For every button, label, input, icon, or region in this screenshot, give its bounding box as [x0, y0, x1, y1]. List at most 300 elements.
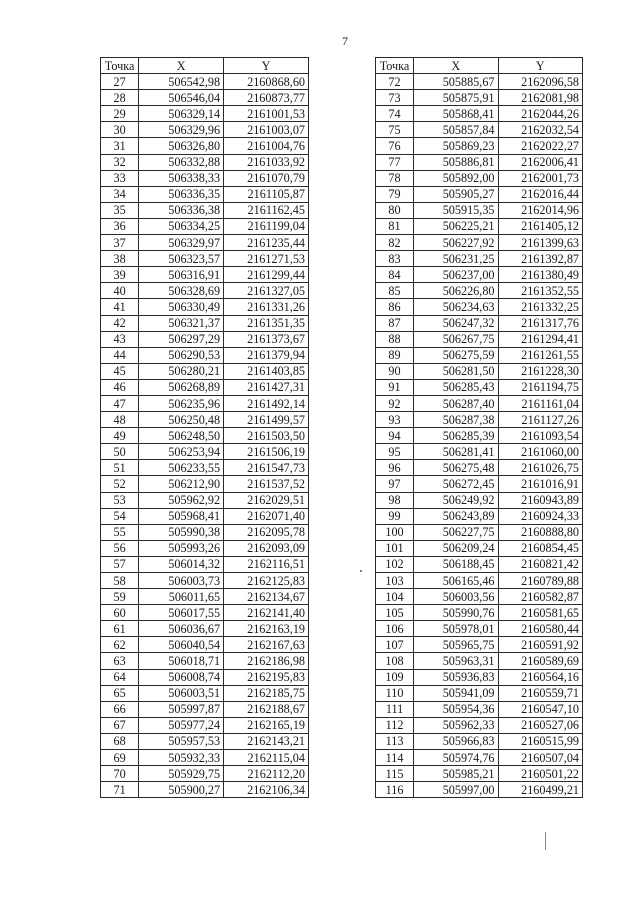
point-number-cell: 39: [101, 267, 139, 283]
y-coordinate-cell: 2161351,35: [224, 315, 309, 331]
y-coordinate-cell: 2162116,51: [224, 556, 309, 572]
y-coordinate-cell: 2162167,63: [224, 637, 309, 653]
x-coordinate-cell: 505915,35: [414, 202, 498, 218]
y-coordinate-cell: 2161003,07: [224, 122, 309, 138]
point-number-cell: 77: [376, 154, 414, 170]
x-coordinate-cell: 506281,41: [414, 444, 498, 460]
y-coordinate-cell: 2162044,26: [498, 106, 583, 122]
y-coordinate-cell: 2160873,77: [224, 90, 309, 106]
x-coordinate-cell: 505985,21: [414, 766, 498, 782]
y-coordinate-cell: 2161093,54: [498, 428, 583, 444]
table-row: [101, 395, 309, 411]
table-row: [376, 508, 583, 524]
point-number-cell: 57: [101, 556, 139, 572]
point-number-cell: 54: [101, 508, 139, 524]
x-coordinate-cell: 506334,25: [139, 218, 224, 234]
point-number-cell: 36: [101, 218, 139, 234]
y-coordinate-cell: 2161399,63: [498, 235, 583, 251]
table-row: [101, 669, 309, 685]
y-coordinate-cell: 2161026,75: [498, 460, 583, 476]
y-coordinate-cell: 2161016,91: [498, 476, 583, 492]
y-coordinate-cell: 2160527,06: [498, 717, 583, 733]
x-coordinate-cell: 505905,27: [414, 186, 498, 202]
y-coordinate-cell: 2162115,04: [224, 750, 309, 766]
point-number-cell: 55: [101, 524, 139, 540]
x-coordinate-cell: 505978,01: [414, 621, 498, 637]
y-coordinate-cell: 2162195,83: [224, 669, 309, 685]
point-number-cell: 79: [376, 186, 414, 202]
x-coordinate-cell: 506247,32: [414, 315, 498, 331]
table-row: [101, 186, 309, 202]
x-coordinate-cell: 506249,92: [414, 492, 498, 508]
table-row: [101, 299, 309, 315]
point-number-cell: 105: [376, 605, 414, 621]
y-coordinate-cell: 2162095,78: [224, 524, 309, 540]
table-row: [101, 556, 309, 572]
x-coordinate-cell: 505941,09: [414, 685, 498, 701]
point-number-cell: 99: [376, 508, 414, 524]
point-number-cell: 34: [101, 186, 139, 202]
point-number-cell: 61: [101, 621, 139, 637]
table-row: [376, 267, 583, 283]
x-coordinate-cell: 506235,96: [139, 395, 224, 411]
column-header-x: X: [139, 58, 224, 74]
x-coordinate-cell: 506275,48: [414, 460, 498, 476]
x-coordinate-cell: 505962,92: [139, 492, 224, 508]
y-coordinate-cell: 2160888,80: [498, 524, 583, 540]
table-row: [376, 685, 583, 701]
point-number-cell: 81: [376, 218, 414, 234]
x-coordinate-cell: 506003,73: [139, 573, 224, 589]
point-number-cell: 74: [376, 106, 414, 122]
table-row: [376, 395, 583, 411]
table-row: [101, 685, 309, 701]
table-row: [101, 476, 309, 492]
y-coordinate-cell: 2160582,87: [498, 589, 583, 605]
table-row: [101, 428, 309, 444]
x-coordinate-cell: 506297,29: [139, 331, 224, 347]
x-coordinate-cell: 506018,71: [139, 653, 224, 669]
x-coordinate-cell: 506272,45: [414, 476, 498, 492]
point-number-cell: 66: [101, 701, 139, 717]
y-coordinate-cell: 2162112,20: [224, 766, 309, 782]
point-number-cell: 84: [376, 267, 414, 283]
table-row: [376, 106, 583, 122]
point-number-cell: 93: [376, 412, 414, 428]
x-coordinate-cell: 506330,49: [139, 299, 224, 315]
point-number-cell: 50: [101, 444, 139, 460]
table-row: [376, 186, 583, 202]
table-row: [376, 589, 583, 605]
y-coordinate-cell: 2162165,19: [224, 717, 309, 733]
y-coordinate-cell: 2161547,73: [224, 460, 309, 476]
table-row: [376, 476, 583, 492]
point-number-cell: 108: [376, 653, 414, 669]
y-coordinate-cell: 2161492,14: [224, 395, 309, 411]
y-coordinate-cell: 2160499,21: [498, 782, 583, 798]
point-number-cell: 58: [101, 573, 139, 589]
table-row: [376, 444, 583, 460]
column-header-point: Точка: [101, 58, 139, 74]
x-coordinate-cell: 506280,21: [139, 363, 224, 379]
point-number-cell: 104: [376, 589, 414, 605]
point-number-cell: 47: [101, 395, 139, 411]
table-row: [101, 717, 309, 733]
table-row: [376, 492, 583, 508]
x-coordinate-cell: 506243,89: [414, 508, 498, 524]
y-coordinate-cell: 2160581,65: [498, 605, 583, 621]
x-coordinate-cell: 506233,55: [139, 460, 224, 476]
y-coordinate-cell: 2161271,53: [224, 251, 309, 267]
point-number-cell: 33: [101, 170, 139, 186]
x-coordinate-cell: 506287,40: [414, 395, 498, 411]
table-row: [376, 540, 583, 556]
x-coordinate-cell: 505875,91: [414, 90, 498, 106]
point-number-cell: 96: [376, 460, 414, 476]
y-coordinate-cell: 2160564,16: [498, 669, 583, 685]
x-coordinate-cell: 506336,35: [139, 186, 224, 202]
table-row: [101, 154, 309, 170]
table-row: [376, 782, 583, 798]
y-coordinate-cell: 2161392,87: [498, 251, 583, 267]
y-coordinate-cell: 2161001,53: [224, 106, 309, 122]
table-row: [376, 428, 583, 444]
point-number-cell: 46: [101, 379, 139, 395]
x-coordinate-cell: 506226,80: [414, 283, 498, 299]
point-number-cell: 27: [101, 74, 139, 90]
point-number-cell: 62: [101, 637, 139, 653]
table-row: [101, 460, 309, 476]
table-row: [101, 444, 309, 460]
table-row: [101, 315, 309, 331]
point-number-cell: 115: [376, 766, 414, 782]
x-coordinate-cell: 505957,53: [139, 733, 224, 749]
x-coordinate-cell: 506332,88: [139, 154, 224, 170]
x-coordinate-cell: 505936,83: [414, 669, 498, 685]
y-coordinate-cell: 2161503,50: [224, 428, 309, 444]
point-number-cell: 72: [376, 74, 414, 90]
point-number-cell: 32: [101, 154, 139, 170]
point-number-cell: 112: [376, 717, 414, 733]
table-row: [376, 669, 583, 685]
table-row: [376, 766, 583, 782]
point-number-cell: 89: [376, 347, 414, 363]
x-coordinate-cell: 506231,25: [414, 251, 498, 267]
x-coordinate-cell: 505990,76: [414, 605, 498, 621]
point-number-cell: 75: [376, 122, 414, 138]
point-number-cell: 114: [376, 750, 414, 766]
point-number-cell: 42: [101, 315, 139, 331]
table-row: [376, 556, 583, 572]
table-row: [101, 589, 309, 605]
table-row: [376, 363, 583, 379]
column-header-y: Y: [224, 58, 309, 74]
table-row: [376, 170, 583, 186]
table-row: [376, 717, 583, 733]
point-number-cell: 73: [376, 90, 414, 106]
x-coordinate-cell: 506336,38: [139, 202, 224, 218]
point-number-cell: 110: [376, 685, 414, 701]
y-coordinate-cell: 2162071,40: [224, 508, 309, 524]
table-row: [376, 621, 583, 637]
point-number-cell: 107: [376, 637, 414, 653]
x-coordinate-cell: 506227,92: [414, 235, 498, 251]
table-row: [101, 605, 309, 621]
table-row: [101, 363, 309, 379]
x-coordinate-cell: 505929,75: [139, 766, 224, 782]
y-coordinate-cell: 2161537,52: [224, 476, 309, 492]
table-header-row: [376, 58, 583, 74]
y-coordinate-cell: 2161317,76: [498, 315, 583, 331]
point-number-cell: 41: [101, 299, 139, 315]
x-coordinate-cell: 506329,97: [139, 235, 224, 251]
point-number-cell: 91: [376, 379, 414, 395]
x-coordinate-cell: 506188,45: [414, 556, 498, 572]
y-coordinate-cell: 2162125,83: [224, 573, 309, 589]
y-coordinate-cell: 2162106,34: [224, 782, 309, 798]
x-coordinate-cell: 505857,84: [414, 122, 498, 138]
y-coordinate-cell: 2161194,75: [498, 379, 583, 395]
y-coordinate-cell: 2161228,30: [498, 363, 583, 379]
y-coordinate-cell: 2161506,19: [224, 444, 309, 460]
table-row: [101, 540, 309, 556]
point-number-cell: 52: [101, 476, 139, 492]
x-coordinate-cell: 506287,38: [414, 412, 498, 428]
point-number-cell: 111: [376, 701, 414, 717]
point-number-cell: 106: [376, 621, 414, 637]
point-number-cell: 97: [376, 476, 414, 492]
x-coordinate-cell: 506008,74: [139, 669, 224, 685]
y-coordinate-cell: 2161373,67: [224, 331, 309, 347]
x-coordinate-cell: 505993,26: [139, 540, 224, 556]
x-coordinate-cell: 506329,96: [139, 122, 224, 138]
table-row: [376, 637, 583, 653]
y-coordinate-cell: 2160868,60: [224, 74, 309, 90]
y-coordinate-cell: 2160507,04: [498, 750, 583, 766]
point-number-cell: 88: [376, 331, 414, 347]
x-coordinate-cell: 506003,51: [139, 685, 224, 701]
table-row: [101, 782, 309, 798]
x-coordinate-cell: 506248,50: [139, 428, 224, 444]
y-coordinate-cell: 2160591,92: [498, 637, 583, 653]
y-coordinate-cell: 2161299,44: [224, 267, 309, 283]
x-coordinate-cell: 505932,33: [139, 750, 224, 766]
table-row: [376, 605, 583, 621]
column-header-x: X: [414, 58, 498, 74]
point-number-cell: 53: [101, 492, 139, 508]
x-coordinate-cell: 506003,56: [414, 589, 498, 605]
x-coordinate-cell: 506234,63: [414, 299, 498, 315]
table-row: [101, 653, 309, 669]
point-number-cell: 68: [101, 733, 139, 749]
y-coordinate-cell: 2160501,22: [498, 766, 583, 782]
y-coordinate-cell: 2161060,00: [498, 444, 583, 460]
table-row: [376, 251, 583, 267]
point-number-cell: 113: [376, 733, 414, 749]
x-coordinate-cell: 506237,00: [414, 267, 498, 283]
y-coordinate-cell: 2161070,79: [224, 170, 309, 186]
table-row: [101, 235, 309, 251]
table-row: [101, 701, 309, 717]
point-number-cell: 71: [101, 782, 139, 798]
table-row: [376, 122, 583, 138]
table-row: [101, 74, 309, 90]
y-coordinate-cell: 2160580,44: [498, 621, 583, 637]
table-row: [376, 154, 583, 170]
x-coordinate-cell: 505965,75: [414, 637, 498, 653]
table-row: [376, 379, 583, 395]
table-row: [376, 283, 583, 299]
point-number-cell: 56: [101, 540, 139, 556]
x-coordinate-cell: 506285,43: [414, 379, 498, 395]
y-coordinate-cell: 2160943,89: [498, 492, 583, 508]
table-row: [376, 74, 583, 90]
point-number-cell: 64: [101, 669, 139, 685]
point-number-cell: 69: [101, 750, 139, 766]
y-coordinate-cell: 2161105,87: [224, 186, 309, 202]
y-coordinate-cell: 2161379,94: [224, 347, 309, 363]
page-number: 7: [342, 34, 348, 48]
table-row: [376, 412, 583, 428]
point-number-cell: 95: [376, 444, 414, 460]
y-coordinate-cell: 2161405,12: [498, 218, 583, 234]
y-coordinate-cell: 2161294,41: [498, 331, 583, 347]
x-coordinate-cell: 506253,94: [139, 444, 224, 460]
y-coordinate-cell: 2162096,58: [498, 74, 583, 90]
x-coordinate-cell: 506321,37: [139, 315, 224, 331]
y-coordinate-cell: 2160789,88: [498, 573, 583, 589]
point-number-cell: 86: [376, 299, 414, 315]
y-coordinate-cell: 2162185,75: [224, 685, 309, 701]
point-number-cell: 38: [101, 251, 139, 267]
point-number-cell: 87: [376, 315, 414, 331]
x-coordinate-cell: 505892,00: [414, 170, 498, 186]
x-coordinate-cell: 506546,04: [139, 90, 224, 106]
table-row: [101, 637, 309, 653]
y-coordinate-cell: 2161161,04: [498, 395, 583, 411]
point-number-cell: 100: [376, 524, 414, 540]
table-row: [376, 524, 583, 540]
table-row: [101, 218, 309, 234]
table-row: [101, 202, 309, 218]
y-coordinate-cell: 2160854,45: [498, 540, 583, 556]
x-coordinate-cell: 506250,48: [139, 412, 224, 428]
point-number-cell: 45: [101, 363, 139, 379]
x-coordinate-cell: 506267,75: [414, 331, 498, 347]
point-number-cell: 92: [376, 395, 414, 411]
point-number-cell: 90: [376, 363, 414, 379]
point-number-cell: 67: [101, 717, 139, 733]
point-number-cell: 70: [101, 766, 139, 782]
y-coordinate-cell: 2161499,57: [224, 412, 309, 428]
x-coordinate-cell: 506209,24: [414, 540, 498, 556]
point-number-cell: 103: [376, 573, 414, 589]
table-row: [101, 508, 309, 524]
y-coordinate-cell: 2161235,44: [224, 235, 309, 251]
table-row: [101, 379, 309, 395]
x-coordinate-cell: 505997,87: [139, 701, 224, 717]
point-number-cell: 43: [101, 331, 139, 347]
x-coordinate-cell: 506542,98: [139, 74, 224, 90]
y-coordinate-cell: 2161327,05: [224, 283, 309, 299]
point-number-cell: 48: [101, 412, 139, 428]
table-row: [101, 122, 309, 138]
table-row: [376, 653, 583, 669]
point-number-cell: 109: [376, 669, 414, 685]
point-number-cell: 29: [101, 106, 139, 122]
x-coordinate-cell: 505954,36: [414, 701, 498, 717]
scan-mark: [545, 832, 546, 850]
x-coordinate-cell: 506328,69: [139, 283, 224, 299]
table-row: [376, 573, 583, 589]
y-coordinate-cell: 2162032,54: [498, 122, 583, 138]
point-number-cell: 30: [101, 122, 139, 138]
y-coordinate-cell: 2161332,25: [498, 299, 583, 315]
x-coordinate-cell: 506017,55: [139, 605, 224, 621]
x-coordinate-cell: 505997,00: [414, 782, 498, 798]
x-coordinate-cell: 506326,80: [139, 138, 224, 154]
y-coordinate-cell: 2162141,40: [224, 605, 309, 621]
table-row: [101, 90, 309, 106]
y-coordinate-cell: 2162022,27: [498, 138, 583, 154]
point-number-cell: 35: [101, 202, 139, 218]
y-coordinate-cell: 2162093,09: [224, 540, 309, 556]
y-coordinate-cell: 2162001,73: [498, 170, 583, 186]
table-header-row: [101, 58, 309, 74]
x-coordinate-cell: 505869,23: [414, 138, 498, 154]
point-number-cell: 80: [376, 202, 414, 218]
y-coordinate-cell: 2162014,96: [498, 202, 583, 218]
x-coordinate-cell: 505900,27: [139, 782, 224, 798]
point-number-cell: 49: [101, 428, 139, 444]
point-number-cell: 116: [376, 782, 414, 798]
coordinates-table-right: [375, 57, 583, 798]
table-row: [101, 412, 309, 428]
x-coordinate-cell: 505968,41: [139, 508, 224, 524]
table-row: [101, 492, 309, 508]
table-row: [101, 750, 309, 766]
table-row: [101, 524, 309, 540]
point-number-cell: 37: [101, 235, 139, 251]
table-row: [376, 299, 583, 315]
y-coordinate-cell: 2160589,69: [498, 653, 583, 669]
x-coordinate-cell: 506338,33: [139, 170, 224, 186]
x-coordinate-cell: 506040,54: [139, 637, 224, 653]
y-coordinate-cell: 2162081,98: [498, 90, 583, 106]
x-coordinate-cell: 506165,46: [414, 573, 498, 589]
table-row: [376, 331, 583, 347]
table-row: [101, 138, 309, 154]
point-number-cell: 28: [101, 90, 139, 106]
x-coordinate-cell: 506316,91: [139, 267, 224, 283]
table-row: [101, 621, 309, 637]
table-row: [376, 750, 583, 766]
point-number-cell: 63: [101, 653, 139, 669]
x-coordinate-cell: 506225,21: [414, 218, 498, 234]
table-row: [376, 315, 583, 331]
y-coordinate-cell: 2161352,55: [498, 283, 583, 299]
y-coordinate-cell: 2162016,44: [498, 186, 583, 202]
point-number-cell: 65: [101, 685, 139, 701]
table-row: [376, 235, 583, 251]
x-coordinate-cell: 506281,50: [414, 363, 498, 379]
y-coordinate-cell: 2161127,26: [498, 412, 583, 428]
y-coordinate-cell: 2161162,45: [224, 202, 309, 218]
point-number-cell: 76: [376, 138, 414, 154]
x-coordinate-cell: 506329,14: [139, 106, 224, 122]
y-coordinate-cell: 2162188,67: [224, 701, 309, 717]
table-row: [101, 283, 309, 299]
